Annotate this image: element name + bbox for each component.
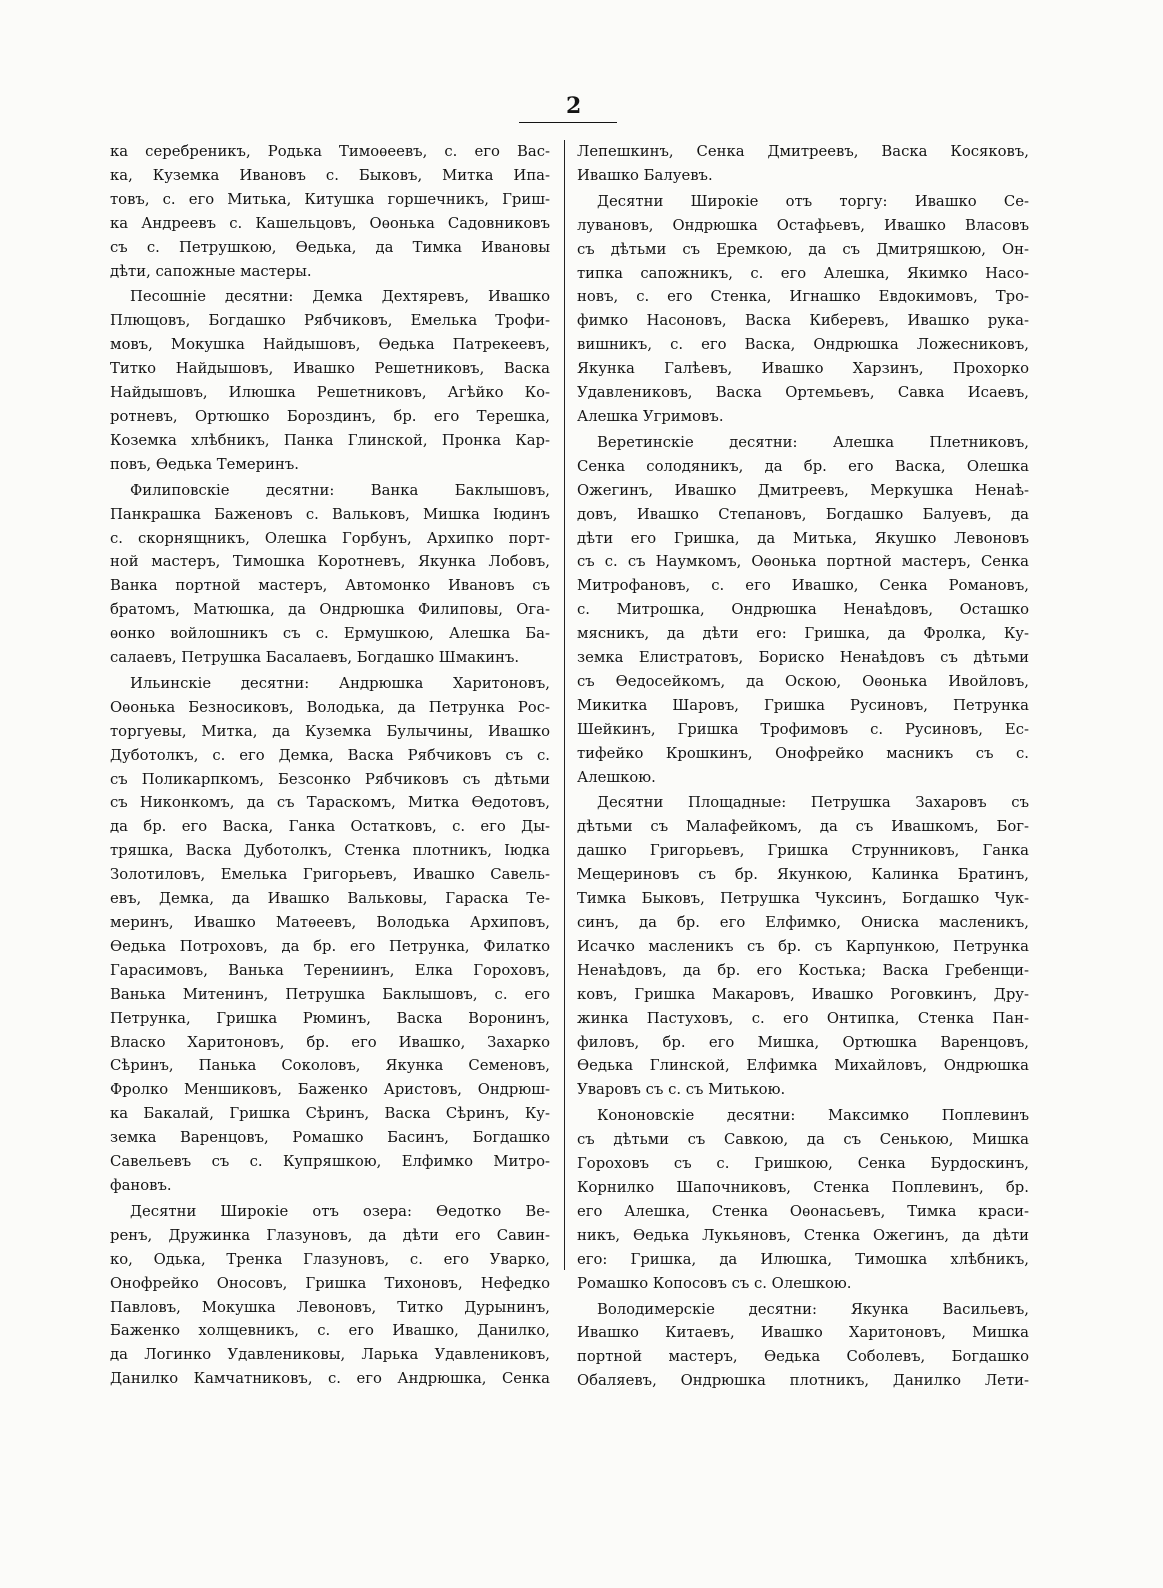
text-line: никъ, Ѳедька Лукьяновъ, Стенка Ожегинъ, да дѣти — [577, 1226, 1029, 1244]
text-line: съ дѣтьми съ Савкою, да съ Сенькою, Мишка — [577, 1131, 1029, 1149]
text-line: синъ, да бр. его Елфимко, Ониска масленикъ, — [577, 914, 1029, 931]
text-line: ной мастеръ, Тимошка Коротневъ, Якунка Лобовъ, — [110, 553, 550, 571]
text-line: ко, Одька, Тренка Глазуновъ, с. его Уварко, — [110, 1250, 550, 1268]
text-line: Фролко Меншиковъ, Баженко Аристовъ, Ондрюш- — [110, 1081, 550, 1099]
text-line: Веретинскіе десятни: Алешка Плетниковъ, — [597, 433, 1029, 451]
text-line: Десятни Широкіе отъ озера: Ѳедотко Ве- — [130, 1202, 550, 1220]
text-line: Петрунка, Гришка Рюминъ, Васка Воронинъ, — [110, 1009, 550, 1027]
text-line: Ненаѣдовъ, да бр. его Костька; Васка Гребенщи- — [577, 961, 1029, 979]
text-line: Золотиловъ, Емелька Григорьевъ, Ивашко Савель- — [110, 866, 550, 884]
text-line: Удавлениковъ, Васка Ортемьевъ, Савка Исаевъ, — [577, 384, 1029, 402]
text-line: с. Митрошка, Ондрюшка Ненаѣдовъ, Осташко — [577, 601, 1029, 619]
text-line: торгуевы, Митка, да Куземка Булычины, Ивашко — [110, 722, 550, 740]
text-line: Десятни Площадные: Петрушка Захаровъ съ — [597, 794, 1029, 812]
text-line: повъ, Ѳедька Темеринъ. — [110, 455, 299, 473]
text-line: мовъ, Мокушка Найдышовъ, Ѳедька Патрекеевъ, — [110, 336, 550, 354]
text-line: Дуботолкъ, с. его Демка, Васка Рябчиковъ съ с. — [110, 746, 550, 764]
text-line: съ с. съ Наумкомъ, Оѳонька портной мастеръ, Сенка — [577, 553, 1029, 571]
text-line: салаевъ, Петрушка Басалаевъ, Богдашко Шмакинъ. — [110, 649, 520, 667]
text-line: портной мастеръ, Ѳедька Соболевъ, Богдашко — [577, 1348, 1029, 1366]
text-line: Савельевъ съ с. Купряшкою, Елфимко Митро- — [110, 1153, 550, 1171]
paragraph-ploshchadnye — [577, 791, 1029, 1102]
text-line: Ивашко Балуевъ. — [577, 166, 713, 184]
text-line: Уваровъ съ с. съ Митькою. — [577, 1081, 786, 1099]
text-line: типка сапожникъ, с. его Алешка, Якимко Насо- — [577, 264, 1029, 282]
text-line: Кононовскіе десятни: Максимко Поплевинъ — [597, 1107, 1029, 1125]
text-line: съ Никонкомъ, да съ Тараскомъ, Митка Ѳедотовъ, — [110, 794, 550, 812]
text-line: Панкрашка Баженовъ с. Вальковъ, Мишка Іюдинъ — [110, 505, 550, 523]
text-line: земка Елистратовъ, Бориско Ненаѣдовъ съ дѣтьми — [577, 649, 1029, 667]
paragraph-kononovskie — [577, 1104, 1029, 1295]
text-line: тряшка, Васка Дуботолкъ, Стенка плотникъ, Іюдка — [110, 842, 550, 860]
text-line: съ дѣтьми съ Еремкою, да съ Дмитряшкою, Он- — [577, 240, 1029, 258]
paragraph-continuation — [110, 140, 550, 283]
text-line: филовъ, бр. его Мишка, Ортюшка Варенцовъ, — [577, 1033, 1029, 1051]
text-line: ѳонко войлошникъ съ с. Ермушкою, Алешка Ба- — [110, 625, 550, 643]
text-line: фановъ. — [110, 1176, 172, 1194]
right-text-column — [577, 140, 1029, 1390]
text-line: Коземка хлѣбникъ, Панка Глинской, Пронка Кар- — [110, 431, 550, 449]
text-line: братомъ, Матюшка, да Ондрюшка Филиповы, Ога- — [110, 601, 550, 619]
text-line: Власко Харитоновъ, бр. его Ивашко, Захарко — [110, 1033, 550, 1051]
paragraph-filipovskie — [110, 479, 550, 670]
text-line: Корнилко Шапочниковъ, Стенка Поплевинъ, бр. — [577, 1178, 1029, 1196]
text-line: Ожегинъ, Ивашко Дмитреевъ, Меркушка Ненаѣ- — [577, 481, 1029, 499]
text-line: Тимка Быковъ, Петрушка Чуксинъ, Богдашко Чук- — [577, 890, 1029, 908]
paragraph-veretinskie — [577, 431, 1029, 790]
text-line: Лепешкинъ, Сенка Дмитреевъ, Васка Косяковъ, — [577, 143, 1029, 160]
text-line: Алешка Угримовъ. — [577, 407, 724, 425]
text-line: Сѣринъ, Панька Соколовъ, Якунка Семеновъ, — [110, 1057, 550, 1075]
text-line: ротневъ, Ортюшко Бороздинъ, бр. его Терешка, — [110, 407, 550, 425]
paragraph-shirokie-ot-torgu — [577, 190, 1029, 429]
text-line: ка Бакалай, Гришка Сѣринъ, Васка Сѣринъ, Ку- — [110, 1105, 550, 1123]
text-line: дѣти, сапожные мастеры. — [110, 262, 312, 280]
text-line: Исачко масленикъ съ бр. съ Карпункою, Петрунка — [577, 937, 1029, 955]
page-number-rule — [519, 122, 617, 123]
text-line: Песошніе десятни: Демка Дехтяревъ, Ивашко — [130, 288, 550, 306]
text-line: лувановъ, Ондрюшка Остафьевъ, Ивашко Власовъ — [577, 216, 1029, 234]
text-line: Ѳедька Потроховъ, да бр. его Петрунка, Филатко — [110, 937, 550, 955]
text-line: земка Варенцовъ, Ромашко Басинъ, Богдашко — [110, 1129, 550, 1147]
text-line: Ильинскіе десятни: Андрюшка Харитоновъ, — [130, 674, 550, 692]
paragraph-pesoshnie — [110, 285, 550, 476]
text-line: съ Ѳедосейкомъ, да Оскою, Оѳонька Ивойловъ, — [577, 672, 1029, 690]
text-line: Обаляевъ, Ондрюшка плотникъ, Данилко Лети- — [577, 1372, 1029, 1390]
text-line: ка Андреевъ с. Кашельцовъ, Оѳонька Садовниковъ — [110, 214, 550, 232]
left-text-column — [110, 140, 550, 1388]
text-line: съ Поликарпкомъ, Безсонко Рябчиковъ съ дѣтьми — [110, 770, 550, 788]
text-line: Онофрейко Оносовъ, Гришка Тихоновъ, Нефедко — [110, 1274, 550, 1292]
text-line: дѣти его Гришка, да Митька, Якушко Левоновъ — [577, 529, 1029, 547]
text-line: Митрофановъ, с. его Ивашко, Сенка Романовъ, — [577, 577, 1029, 595]
paragraph-ilinskie — [110, 672, 550, 1198]
text-line: жинка Пастуховъ, с. его Онтипка, Стенка Пан- — [577, 1009, 1029, 1027]
text-line: его Алешка, Стенка Оѳонасьевъ, Тимка краси- — [577, 1202, 1029, 1220]
text-line: Ванка портной мастеръ, Автомонко Ивановъ съ — [110, 577, 550, 595]
text-line: его: Гришка, да Илюшка, Тимошка хлѣбникъ, — [577, 1250, 1029, 1268]
text-line: Володимерскіе десятни: Якунка Васильевъ, — [597, 1300, 1029, 1318]
text-line: Якунка Галѣевъ, Ивашко Харзинъ, Прохорко — [577, 360, 1029, 378]
text-line: вишникъ, с. его Васка, Ондрюшка Ложесниковъ, — [577, 336, 1029, 354]
text-line: меринъ, Ивашко Матѳеевъ, Володька Архиповъ, — [110, 914, 550, 931]
text-line: евъ, Демка, да Ивашко Вальковы, Гараска Те- — [110, 890, 550, 908]
text-line: ка серебреникъ, Родька Тимоѳеевъ, с. его Вас- — [110, 143, 550, 160]
text-line: товъ, с. его Митька, Китушка горшечникъ, Гриш- — [110, 190, 550, 208]
text-line: Гарасимовъ, Ванька Терениинъ, Елка Гороховъ, — [110, 961, 550, 979]
text-line: да Логинко Удавлениковы, Ларька Удавлениковъ, — [110, 1346, 550, 1364]
text-line: Оѳонька Безносиковъ, Володька, да Петрунка Рос- — [110, 698, 550, 716]
text-line: ренъ, Дружинка Глазуновъ, да дѣти его Савин- — [110, 1226, 550, 1244]
text-line: Шейкинъ, Гришка Трофимовъ с. Русиновъ, Ес- — [577, 720, 1029, 738]
text-line: Данилко Камчатниковъ, с. его Андрюшка, Сенка — [110, 1370, 550, 1388]
text-line: съ с. Петрушкою, Ѳедька, да Тимка Ивановы — [110, 238, 550, 256]
text-line: Гороховъ съ с. Гришкою, Сенка Бурдоскинъ, — [577, 1155, 1029, 1173]
text-line: с. скорнящникъ, Олешка Горбунъ, Архипко порт- — [110, 529, 550, 547]
text-line: фимко Насоновъ, Васка Киберевъ, Ивашко рука- — [577, 312, 1029, 330]
page-number: 2 — [566, 93, 582, 119]
text-line: довъ, Ивашко Степановъ, Богдашко Балуевъ, да — [577, 505, 1029, 523]
text-line: Баженко холщевникъ, с. его Ивашко, Данилко, — [110, 1322, 550, 1340]
text-line: Найдышовъ, Илюшка Решетниковъ, Агѣйко Ко- — [110, 384, 550, 402]
text-line: ка, Куземка Ивановъ с. Быковъ, Митка Ипа- — [110, 166, 550, 184]
text-line: Десятни Широкіе отъ торгу: Ивашко Се- — [597, 192, 1029, 210]
text-line: Алешкою. — [577, 768, 656, 786]
text-line: Ромашко Копосовъ съ с. Олешкою. — [577, 1274, 852, 1292]
text-line: Мещериновъ съ бр. Якункою, Калинка Братинъ, — [577, 866, 1029, 884]
text-line: дѣтьми съ Малафейкомъ, да съ Ивашкомъ, Бог- — [577, 818, 1029, 836]
text-line: Филиповскіе десятни: Ванка Баклышовъ, — [130, 481, 550, 499]
paragraph-continuation — [577, 140, 1029, 188]
column-divider — [564, 140, 565, 1270]
text-line: Ѳедька Глинской, Елфимка Михайловъ, Ондрюшка — [577, 1057, 1029, 1075]
text-line: Титко Найдышовъ, Ивашко Решетниковъ, Васка — [110, 360, 550, 378]
text-line: Микитка Шаровъ, Гришка Русиновъ, Петрунка — [577, 696, 1029, 714]
text-line: Павловъ, Мокушка Левоновъ, Титко Дурынинъ, — [110, 1298, 550, 1316]
text-line: дашко Григорьевъ, Гришка Струнниковъ, Ганка — [577, 842, 1029, 860]
paragraph-shirokie-ot-ozera — [110, 1200, 550, 1391]
paragraph-volodimerskie — [577, 1298, 1029, 1394]
text-line: мясникъ, да дѣти его: Гришка, да Фролка, Ку- — [577, 625, 1029, 643]
text-line: да бр. его Васка, Ганка Остатковъ, с. его Ды- — [110, 818, 550, 836]
text-line: Ванька Митенинъ, Петрушка Баклышовъ, с. его — [110, 985, 550, 1003]
text-line: Ивашко Китаевъ, Ивашко Харитоновъ, Мишка — [577, 1324, 1029, 1342]
text-line: Сенка солодяникъ, да бр. его Васка, Олешка — [577, 457, 1029, 475]
text-line: тифейко Крошкинъ, Онофрейко масникъ съ с. — [577, 744, 1029, 762]
text-line: Плющовъ, Богдашко Рябчиковъ, Емелька Трофи- — [110, 312, 550, 330]
text-line: ковъ, Гришка Макаровъ, Ивашко Роговкинъ, Дру- — [577, 985, 1029, 1003]
text-line: новъ, с. его Стенка, Игнашко Евдокимовъ, Тро- — [577, 288, 1029, 306]
